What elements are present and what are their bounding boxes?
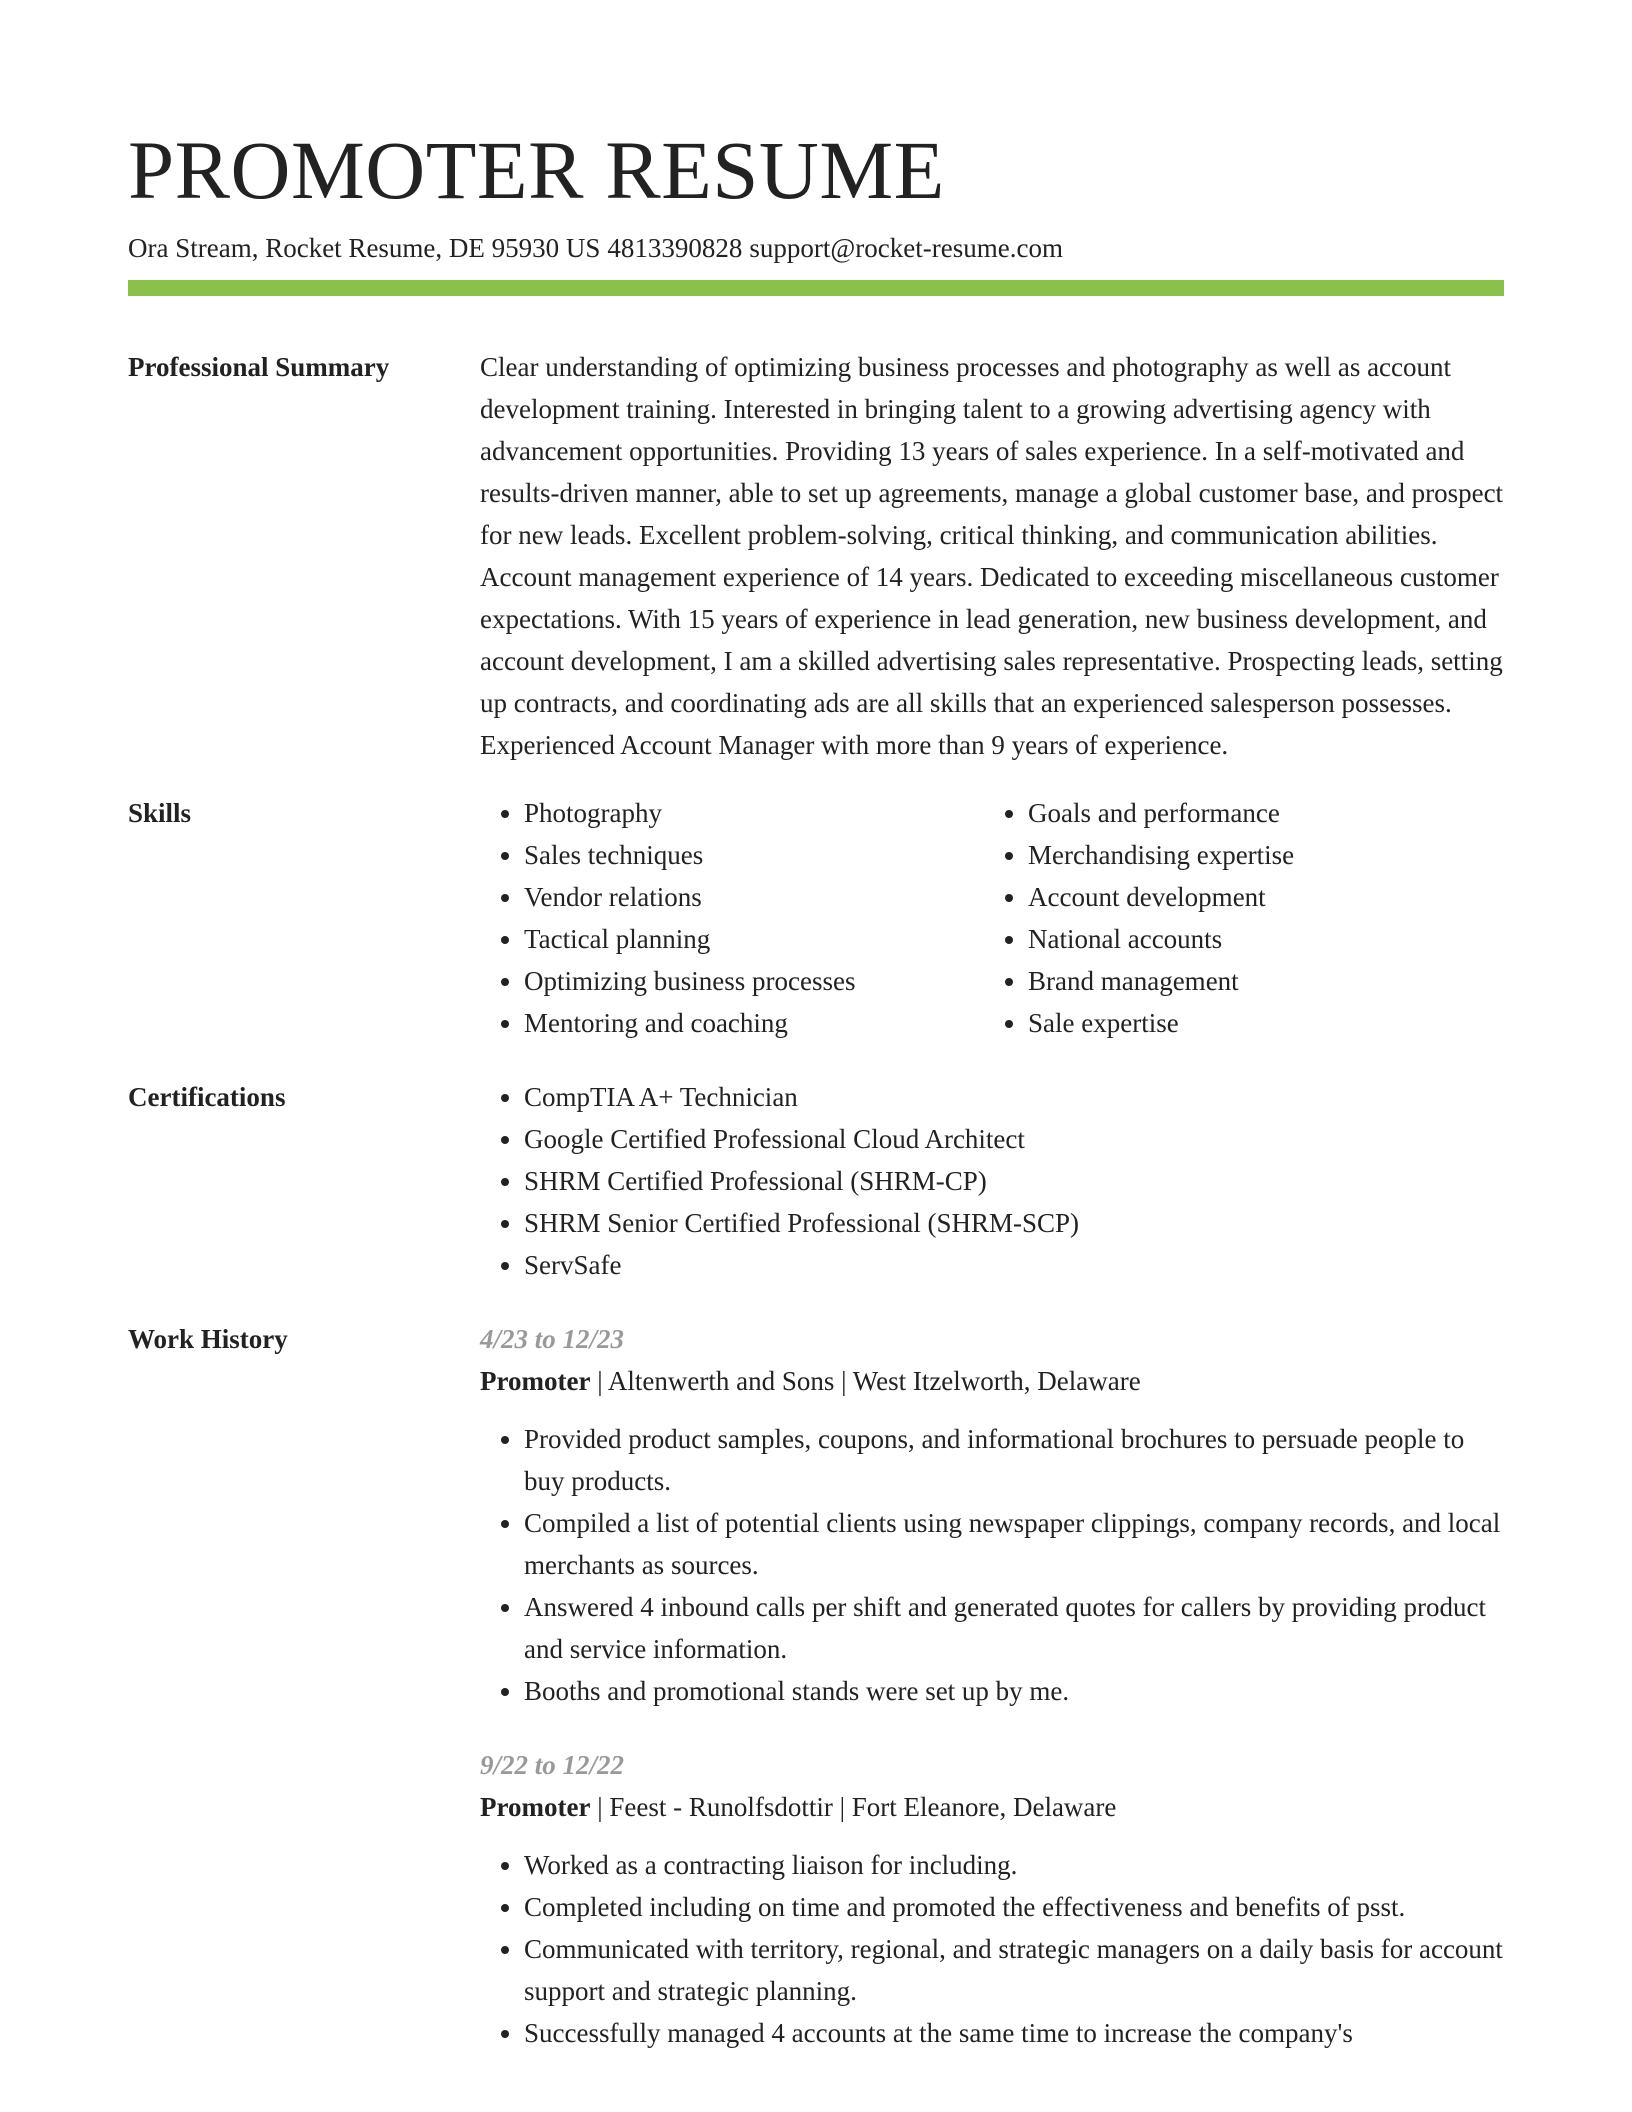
list-item: • Account development: [1028, 876, 1504, 918]
job-entry: [480, 1318, 1504, 1712]
summary-heading: Professional Summary: [128, 352, 390, 382]
skills-heading: Skills: [128, 798, 192, 828]
list-item: • Vendor relations: [524, 876, 984, 918]
contact-line: [128, 230, 1504, 266]
job-role: Promoter: [480, 1366, 591, 1396]
list-item: • Sale expertise: [1028, 1002, 1504, 1044]
list-item: • National accounts: [1028, 918, 1504, 960]
contact-phone[interactable]: 4813390828: [607, 233, 743, 263]
contact-address: Ora Stream, Rocket Resume, DE 95930 US: [128, 233, 601, 263]
list-item: • Optimizing business processes: [524, 960, 984, 1002]
list-item: • Photography: [524, 792, 984, 834]
resume-title: PROMOTER RESUME: [128, 124, 945, 216]
job-title-line: [480, 1360, 1504, 1402]
job-title-line: [480, 1786, 1504, 1828]
list-item: • Sales techniques: [524, 834, 984, 876]
list-item: • Goals and performance: [1028, 792, 1504, 834]
list-item: • CompTIA A+ Technician: [524, 1076, 1504, 1118]
certifications-heading: Certifications: [128, 1082, 286, 1112]
header-divider: [128, 280, 1504, 296]
job-separator: |: [597, 1792, 603, 1822]
job-dates: 4/23 to 12/23: [480, 1324, 625, 1354]
list-item: • Mentoring and coaching: [524, 1002, 984, 1044]
summary-section: [128, 346, 1504, 766]
list-item: • Booths and promotional stands were set up by me.: [524, 1670, 1504, 1712]
list-item: • Answered 4 inbound calls per shift and generated quotes for callers by providing product and service information.: [524, 1586, 1504, 1670]
certifications-section: [128, 1076, 1504, 1286]
list-item: • Tactical planning: [524, 918, 984, 960]
list-item: • Completed including on time and promoted the effectiveness and benefits of psst.: [524, 1886, 1504, 1928]
list-item: • Provided product samples, coupons, and informational brochures to persuade people to buy products.: [524, 1418, 1504, 1502]
job-location: Fort Eleanore, Delaware: [851, 1792, 1117, 1822]
job-bullets: [480, 1844, 1504, 2054]
list-item: • ServSafe: [524, 1244, 1504, 1286]
work-history-section: [128, 1318, 1504, 2086]
skills-section: [128, 792, 1504, 1044]
list-item: • Brand management: [1028, 960, 1504, 1002]
job-location: West Itzelworth, Delaware: [852, 1366, 1141, 1396]
job-separator: |: [841, 1366, 847, 1396]
list-item: • Worked as a contracting liaison for including.: [524, 1844, 1504, 1886]
list-item: • Merchandising expertise: [1028, 834, 1504, 876]
job-separator: |: [597, 1366, 603, 1396]
skills-column-2: [984, 792, 1504, 1044]
skills-column-1: [480, 792, 984, 1044]
list-item: • SHRM Senior Certified Professional (SHRM-SCP): [524, 1202, 1504, 1244]
list-item: • Google Certified Professional Cloud Architect: [524, 1118, 1504, 1160]
job-company: Altenwerth and Sons: [607, 1366, 835, 1396]
list-item: • Compiled a list of potential clients using newspaper clippings, company records, and local merchants as sources.: [524, 1502, 1504, 1586]
job-dates: 9/22 to 12/22: [480, 1750, 625, 1780]
contact-email[interactable]: support@rocket-resume.com: [749, 233, 1063, 263]
list-item: • SHRM Certified Professional (SHRM-CP): [524, 1160, 1504, 1202]
resume-page: [128, 120, 1504, 2086]
summary-text: Clear understanding of optimizing business processes and photography as well as account development training. Interested in bringing talent to a growing advertising agency with advancement opportunities. Providing 13 years of sales experience. In a self-motivated and results-driven manner, able to set up agreements, manage a global customer base, and prospect for new leads. Excellent problem-solving, critical thinking, and communication abilities. Account management experience of 14 years. Dedicated to exceeding miscellaneous customer expectations. With 15 years of experience in lead generation, new business development, and account development, I am a skilled advertising sales representative. Prospecting leads, setting up contracts, and coordinating ads are all skills that an experienced salesperson possesses. Experienced Account Manager with more than 9 years of experience.: [480, 352, 1504, 760]
certifications-list: [480, 1076, 1504, 1286]
job-role: Promoter: [480, 1792, 591, 1822]
list-item: • Communicated with territory, regional, and strategic managers on a daily basis for account support and strategic planning.: [524, 1928, 1504, 2012]
job-bullets: [480, 1418, 1504, 1712]
work-history-heading: Work History: [128, 1324, 288, 1354]
job-company: Feest - Runolfsdottir: [609, 1792, 833, 1822]
job-entry: [480, 1744, 1504, 2054]
job-separator: |: [839, 1792, 846, 1822]
list-item: • Successfully managed 4 accounts at the same time to increase the company's: [524, 2012, 1504, 2054]
